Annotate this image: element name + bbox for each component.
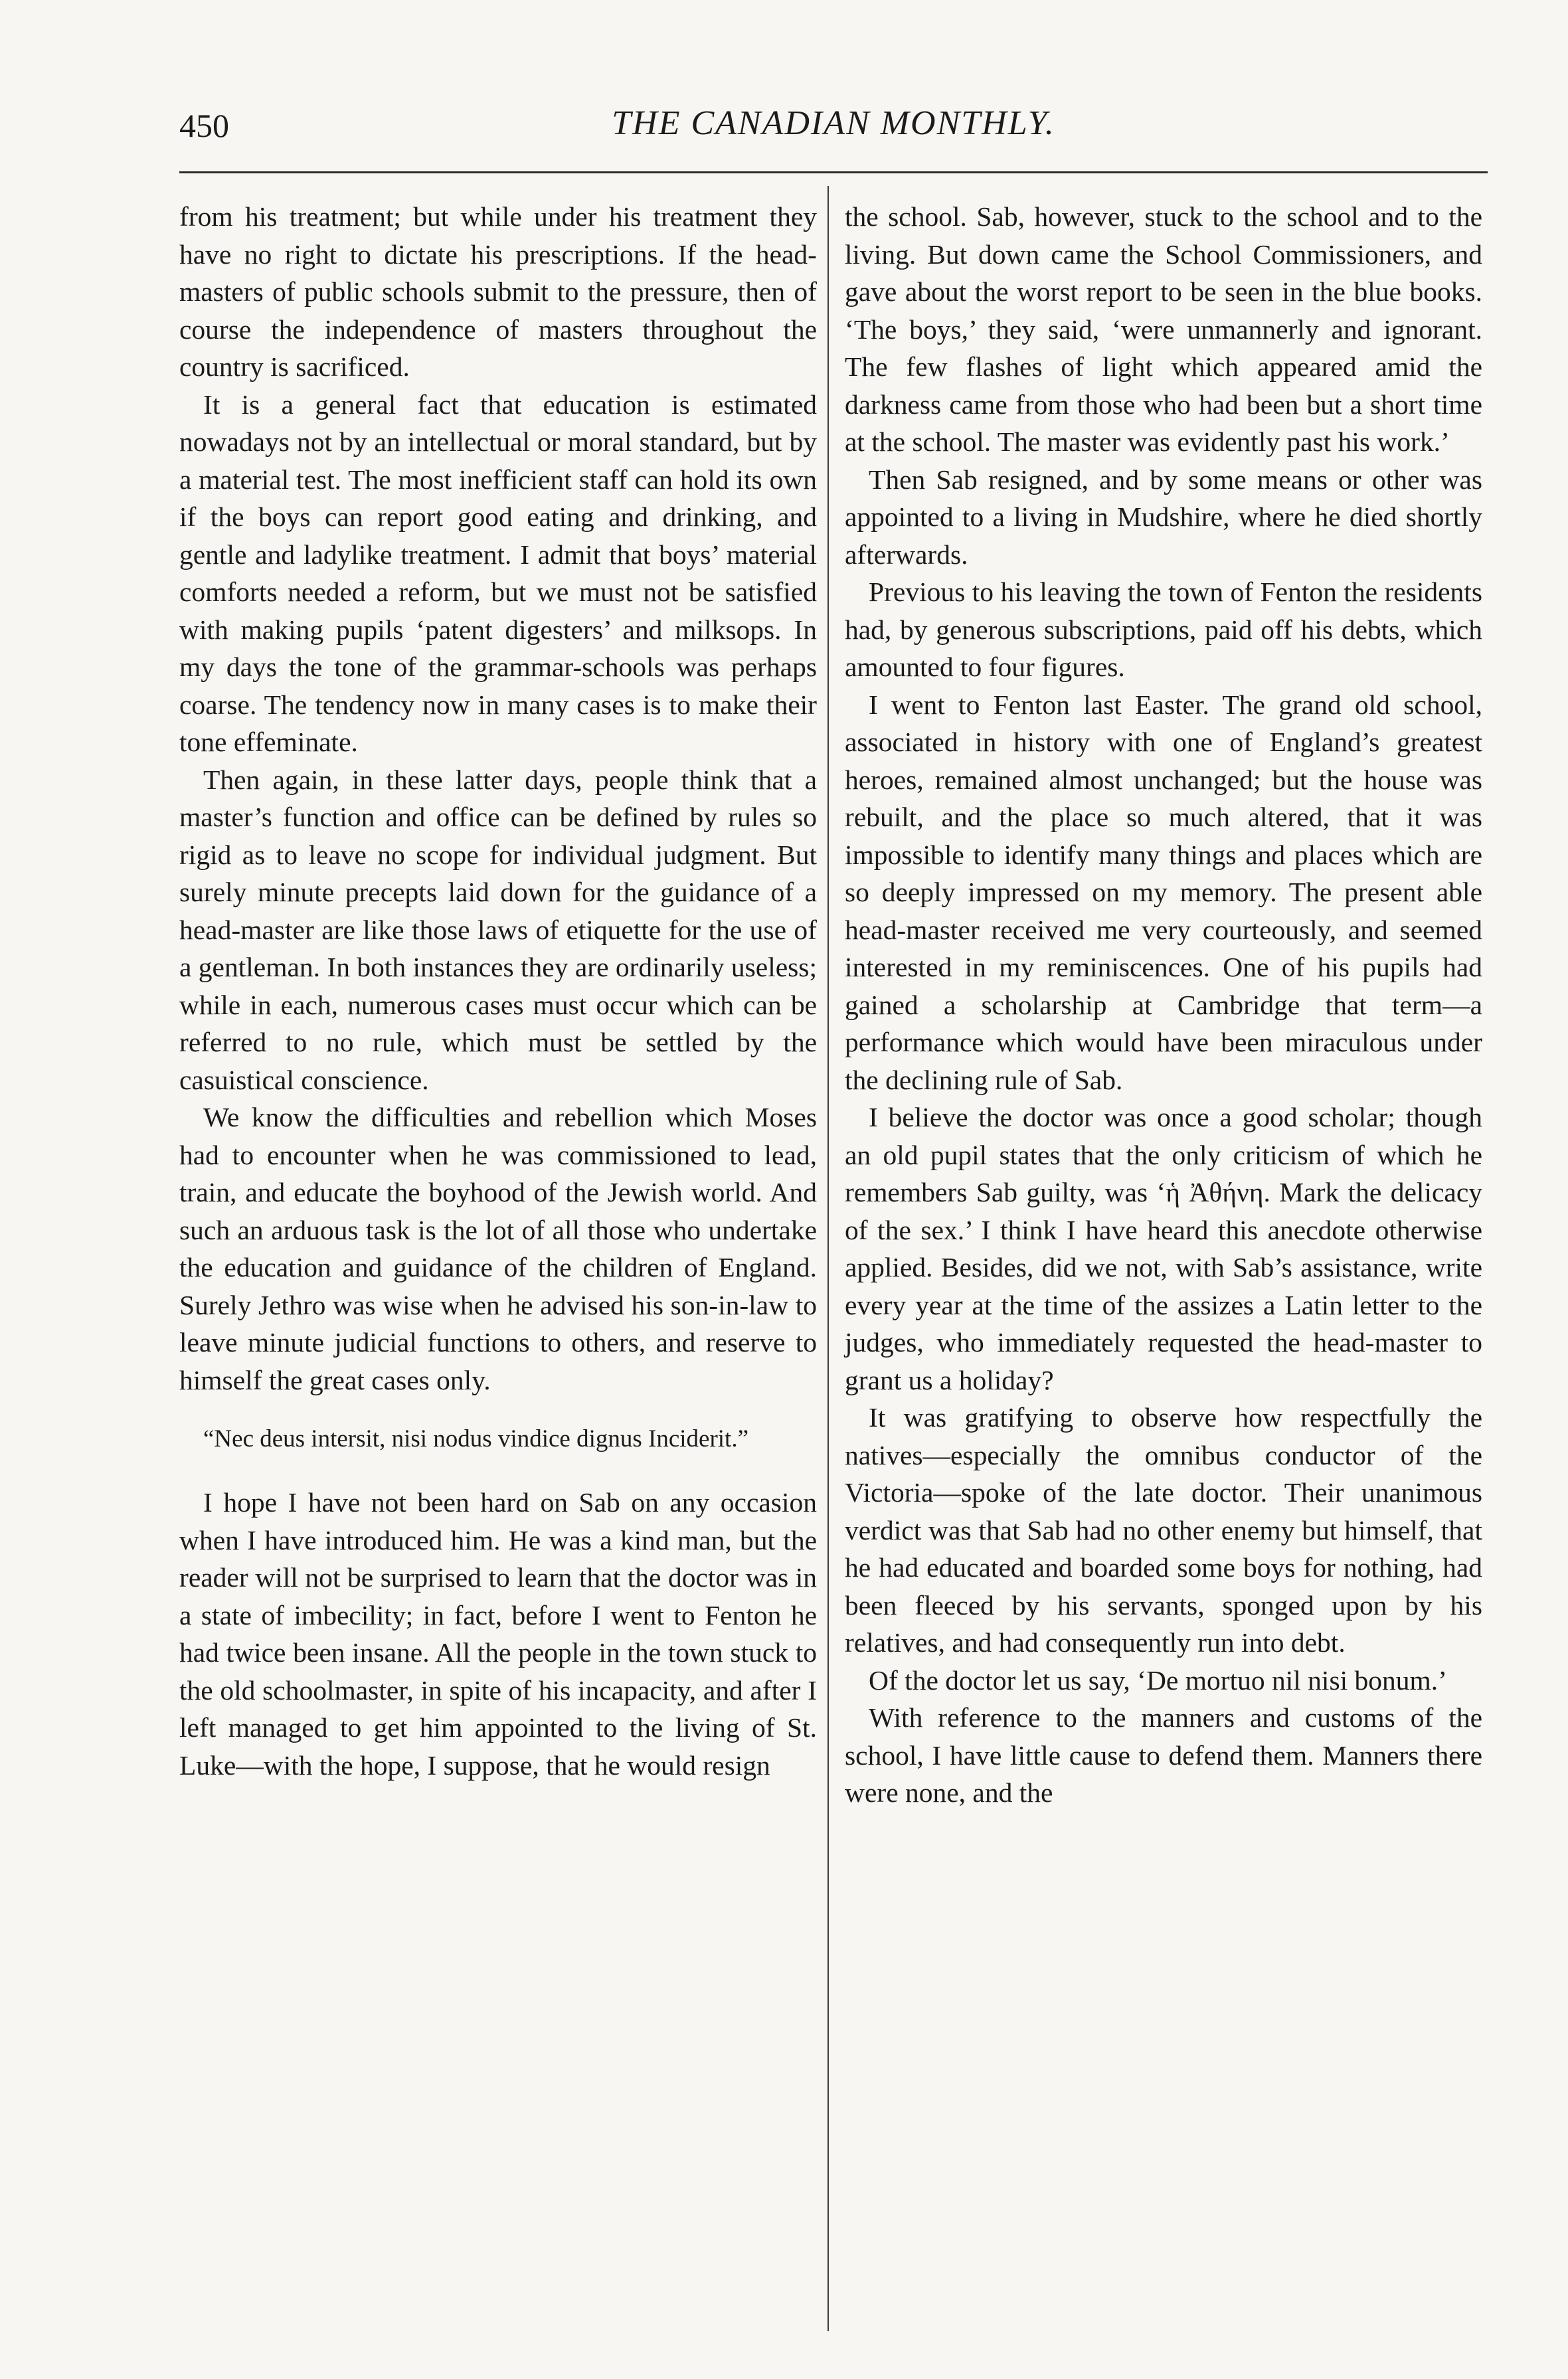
paragraph: from his treatment; but while under his treatment they have no right to dictate his prescriptions. If the head-masters of public schools submit to the pressure, then of course the independence of masters throughout the country is sacrificed. (179, 201, 817, 382)
paragraph: Then Sab resigned, and by some means or other was appointed to a living in Mudshire, where he died shortly afterwards. (845, 464, 1482, 570)
paragraph: Then again, in these latter days, people think that a master’s function and office can be defined by rules so rigid as to leave no scope for individual judgment. But surely minute precepts laid down for the guidance of a head-master are like those laws of etiquette for the use of a gentleman. In both instances they are ordinarily useless; while in each, numerous cases must occur which can be referred to no rule, which must be settled by the casuistical conscience. (179, 764, 817, 1095)
paragraph: It was gratifying to observe how respectfully the natives—especially the omnibus conductor of the Victoria—spoke of the late doctor. Their unanimous verdict was that Sab had no other enemy but himself, that he had educated and boarded some boys for nothing, had been fleeced by his servants, sponged upon by his relatives, and had consequently run into debt. (845, 1402, 1482, 1658)
paragraph: With reference to the manners and customs of the school, I have little cause to defend them. Manners there were none, and the (845, 1702, 1482, 1808)
paragraph: I hope I have not been hard on Sab on any occasion when I have introduced him. He was a kind man, but the reader will not be surprised to learn that the doctor was in a state of imbecility; in fact, before I went to Fenton he had twice been insane. All the people in the town stuck to the old schoolmaster, in spite of his incapacity, and after I left managed to get him appointed to the living of St. Luke—with the hope, I suppose, that he would resign (179, 1487, 817, 1781)
latin-quotation: “Nec deus intersit, nisi nodus vindice dignus Inciderit.” (203, 1425, 749, 1453)
paragraph: I believe the doctor was once a good scholar; though an old pupil states that the only criticism of which he remembers Sab guilty, was ‘ἡ Ἀθήνη. Mark the delicacy of the sex.’ I think I have heard this anecdote otherwise applied. Besides, did we not, with Sab’s assistance, write every year at the time of the assizes a Latin letter to the judges, who immediately requested the head-master to grant us a holiday? (845, 1102, 1482, 1395)
page-number: 450 (179, 107, 229, 144)
paragraph: We know the difficulties and rebellion which Moses had to encounter when he was commissioned to lead, train, and educate the boyhood of the Jewish world. And such an arduous task is the lot of all those who undertake the education and guidance of the children of England. Surely Jethro was wise when he advised his son-in-law to leave minute judicial functions to others, and reserve to himself the great cases only. (179, 1102, 817, 1395)
page-header (179, 100, 1488, 153)
paragraph: I went to Fenton last Easter. The grand old school, associated in history with one of England’s greatest heroes, remained almost unchanged; but the house was rebuilt, and the place so much altered, that it was impossible to identify many things and places which are so deeply impressed on my memory. The present able head-master received me very courteously, and seemed interested in my reminiscences. One of his pupils had gained a scholarship at Cambridge that term—a performance which would have been miraculous under the declining rule of Sab. (845, 689, 1482, 1095)
column-divider (828, 186, 829, 2331)
right-column (845, 198, 1482, 1812)
header-rule (179, 171, 1488, 173)
paragraph: It is a general fact that education is estimated nowadays not by an intellectual or moral standard, but by a material test. The most inefficient staff can hold its own if the boys can report good eating and drinking, and gentle and ladylike treatment. I admit that boys’ material comforts needed a reform, but we must not be satisfied with making pupils ‘patent digesters’ and milksops. In my days the tone of the grammar-schools was perhaps coarse. The tendency now in many cases is to make their tone effeminate. (179, 389, 817, 757)
paragraph: Of the doctor let us say, ‘De mortuo nil nisi bonum.’ (869, 1664, 1447, 1696)
paragraph: the school. Sab, however, stuck to the school and to the living. But down came the School Commissioners, and gave about the worst report to be seen in the blue books. ‘The boys,’ they said, ‘were unmannerly and ignorant. The few flashes of light which appeared amid the darkness came from those who had been but a short time at the school. The master was evidently past his work.’ (845, 201, 1482, 457)
running-title: THE CANADIAN MONTHLY. (612, 104, 1055, 142)
left-column (179, 198, 817, 1784)
paragraph: Previous to his leaving the town of Fenton the residents had, by generous subscriptions, paid off his debts, which amounted to four figures. (845, 576, 1482, 682)
